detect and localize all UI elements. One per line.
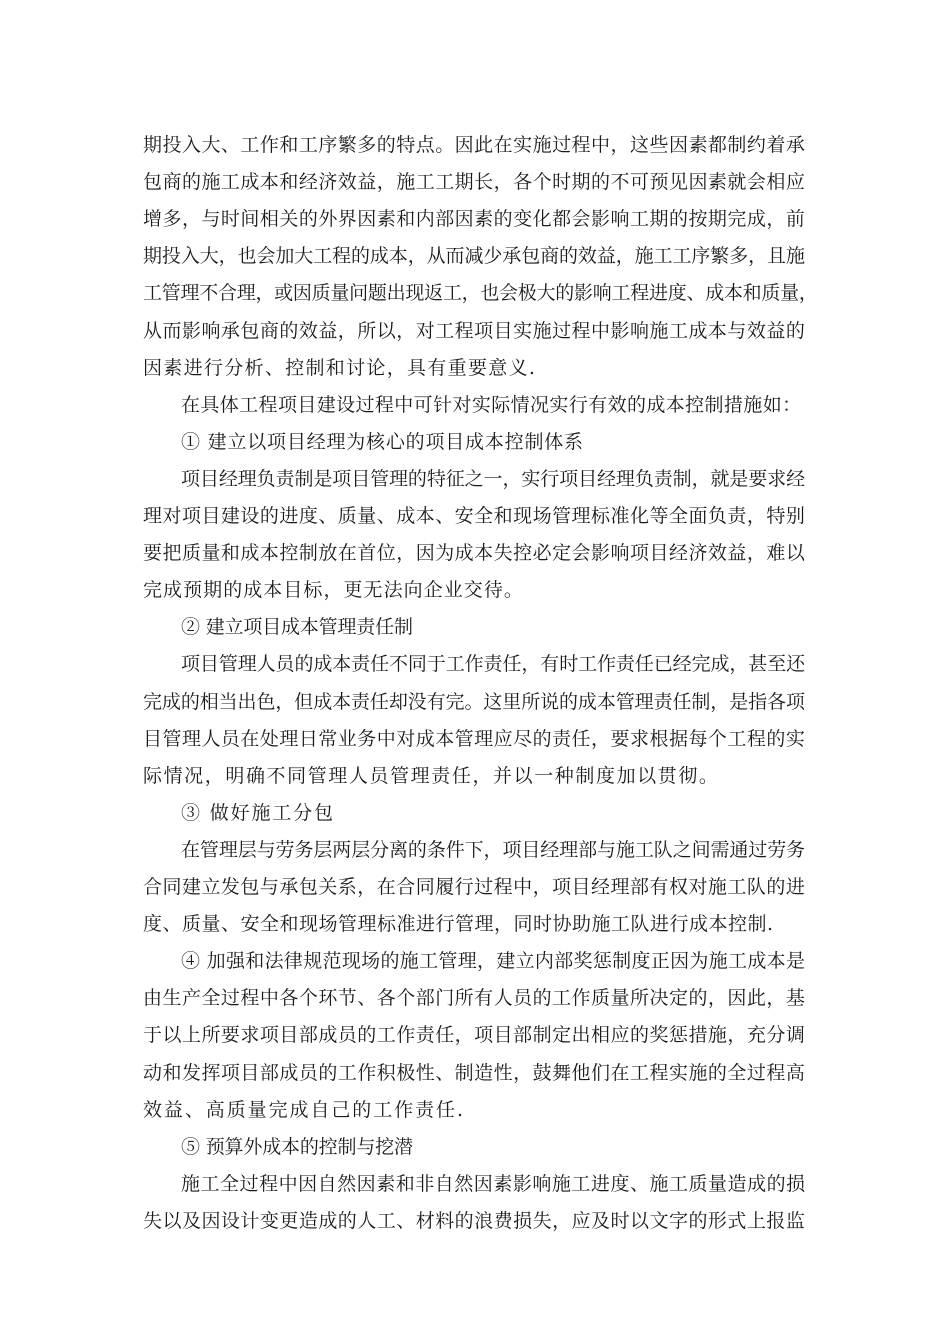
text-line: 因素进行分析、控制和讨论，具有重要意义. [143,357,537,379]
text-line: 工管理不合理，或因质量问题出现返工，也会极大的影响工程进度、成本和质量， [143,282,818,304]
text-line: 目管理人员在处理日常业务中对成本管理应尽的责任，要求根据每个工程的实 [143,728,806,750]
text-line: 期投入大、工作和工序繁多的特点。因此在实施过程中，这些因素都制约着承 [143,134,806,156]
text-line: ② 建立项目成本管理责任制 [181,616,413,638]
text-line: 在具体工程项目建设过程中可针对实际情况实行有效的成本控制措施如： [181,394,802,416]
text-line: 由生产全过程中各个环节、各个部门所有人员的工作质量所决定的，因此，基 [143,987,806,1009]
text-line: 项目经理负责制是项目管理的特征之一，实行项目经理负责制，就是要求经 [181,468,806,490]
text-line: 完成的相当出色，但成本责任却没有完。这里所说的成本管理责任制，是指各项 [143,691,805,713]
text-line: 完成预期的成本目标，更无法向企业交待。 [143,579,524,601]
text-line: 度、质量、安全和现场管理标准进行管理，同时协助施工队进行成本控制. [143,913,774,935]
text-line: 理对项目建设的进度、质量、成本、安全和现场管理标准化等全面负责，特别 [143,505,806,527]
text-line: 于以上所要求项目部成员的工作责任，项目部制定出相应的奖惩措施，充分调 [143,1024,806,1046]
text-line: ③ 做好施工分包 [181,802,335,824]
text-line: 失以及因设计变更造成的人工、材料的浪费损失，应及时以文字的形式上报监 [143,1210,806,1232]
text-line: 要把质量和成本控制放在首位，因为成本失控必定会影响项目经济效益，难以 [143,542,806,564]
text-line: 增多，与时间相关的外界因素和内部因素的变化都会影响工期的按期完成，前 [143,208,806,230]
text-line: 在管理层与劳务层两层分离的条件下，项目经理部与施工队之间需通过劳务 [181,839,806,861]
text-line: 效益、高质量完成自己的工作责任. [143,1099,465,1121]
text-line: 际情况，明确不同管理人员管理责任，并以一种制度加以贯彻。 [143,765,720,787]
text-line: 项目管理人员的成本责任不同于工作责任，有时工作责任已经完成，甚至还 [181,653,806,675]
text-line: ④ 加强和法律规范现场的施工管理，建立内部奖惩制度正因为施工成本是 [181,950,806,972]
text-line: 从而影响承包商的效益，所以，对工程项目实施过程中影响施工成本与效益的 [143,320,806,342]
text-line: 期投入大，也会加大工程的成本，从而减少承包商的效益，施工工序繁多，且施 [143,245,805,267]
text-line: 动和发挥项目部成员的工作积极性、制造性，鼓舞他们在工程实施的全过程高 [143,1062,806,1084]
text-line: ⑤ 预算外成本的控制与挖潜 [181,1136,413,1158]
text-line: 合同建立发包与承包关系，在合同履行过程中，项目经理部有权对施工队的进 [143,876,806,898]
text-line: 包商的施工成本和经济效益，施工工期长，各个时期的不可预见因素就会相应 [143,171,806,193]
text-line: ① 建立以项目经理为核心的项目成本控制体系 [181,431,584,453]
text-line: 施工全过程中因自然因素和非自然因素影响施工进度、施工质量造成的损 [181,1173,806,1195]
